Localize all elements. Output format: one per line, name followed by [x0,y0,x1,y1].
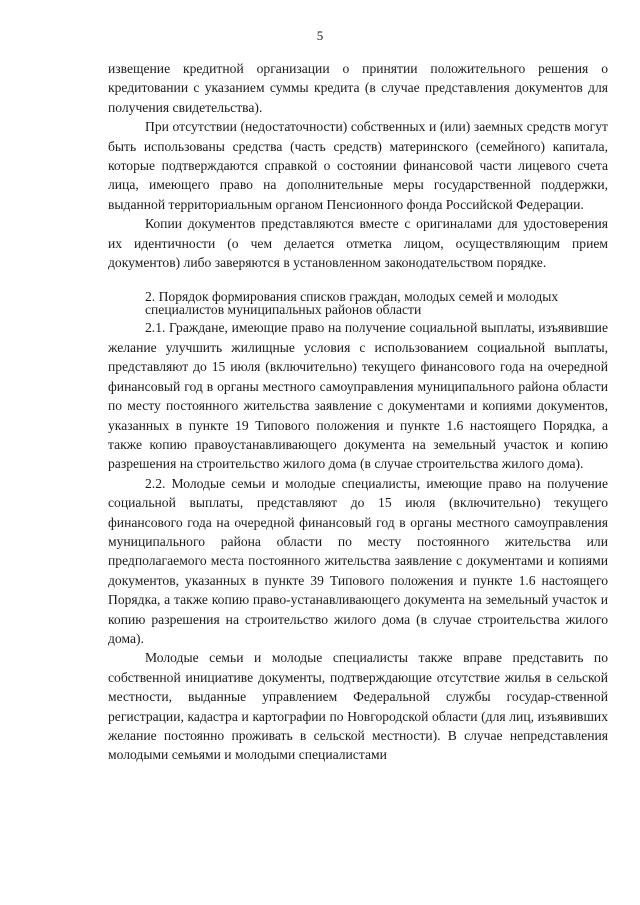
paragraph-2-2: 2.2. Молодые семьи и молодые специалисты, имеющие право на получение социальной выплаты, представляют до 15 июля (включительно) текущего финансового года на очередной финансовый год в органы местного самоуправления муниципального района области по месту постоянного жительства или предполагаемого места постоянного жительства заявление с документами и копиями документов, указанных в пункте 39 Типового положения и пункте 1.6 настоящего Порядка, а также копию право-устанавливающего документа на земельный участок и копию разрешения на строительство жилого дома (в случае строительства жилого дома). [108,475,608,646]
paragraph-young-families: Молодые семьи и молодые специалисты также вправе представить по собственной инициативе документы, подтверждающие отсутствие жилья в сельской местности, выданные управлением Федеральной службы государ-ственной регистрации, кадастра и картографии по Новгородской области (для лиц, изъявивших желание постоянно проживать в сельской местности). В случае непредставления молодыми семьями и молодыми специалистами [108,650,608,763]
document-body [108,59,608,765]
paragraph-maternity-capital: При отсутствии (недостаточности) собственных и (или) заемных средств могут быть использованы средства (часть средств) материнского (семейного) капитала, которые подтверждаются справкой о состоянии финансовой части лицевого счета лица, имеющего право на дополнительные меры государственной поддержки, выданной территориальным органом Пенсионного фонда Российской Федерации. [108,119,608,212]
page-number: 5 [316,28,324,43]
paragraph-document-copies: Копии документов представляются вместе с оригиналами для удостоверения их идентичности (о чем делается отметка лицом, осуществляющим прием документов) либо заверяются в установленном законодательством порядке. [108,216,608,271]
section-heading [108,291,608,318]
section-heading-line-1: 2. Порядок формирования списков граждан, молодых семей и молодых [145,289,559,305]
paragraph-2-1: 2.1. Граждане, имеющие право на получение социальной выплаты, изъявившие желание улучшить жилищные условия с использованием социальной выплаты, представляют до 15 июля (включительно) текущего финансового года на очередной финансовый год в органы местного самоуправления муниципального района области по месту постоянного жительства заявление с документами и копиями документов, указанных в пункте 19 Типового положения и пункте 1.6 настоящего Порядка, а также копию правоустанавливающего документа на земельный участок и копию разрешения на строительство жилого дома (в случае строительства жилого дома). [108,320,608,472]
section-heading-line-2: специалистов муниципальных районов области [145,301,422,317]
paragraph-continuation: извещение кредитной организации о принятии положительного решения о кредитовании с указанием суммы кредита (в случае представления документов для получения свидетельства). [108,61,608,115]
